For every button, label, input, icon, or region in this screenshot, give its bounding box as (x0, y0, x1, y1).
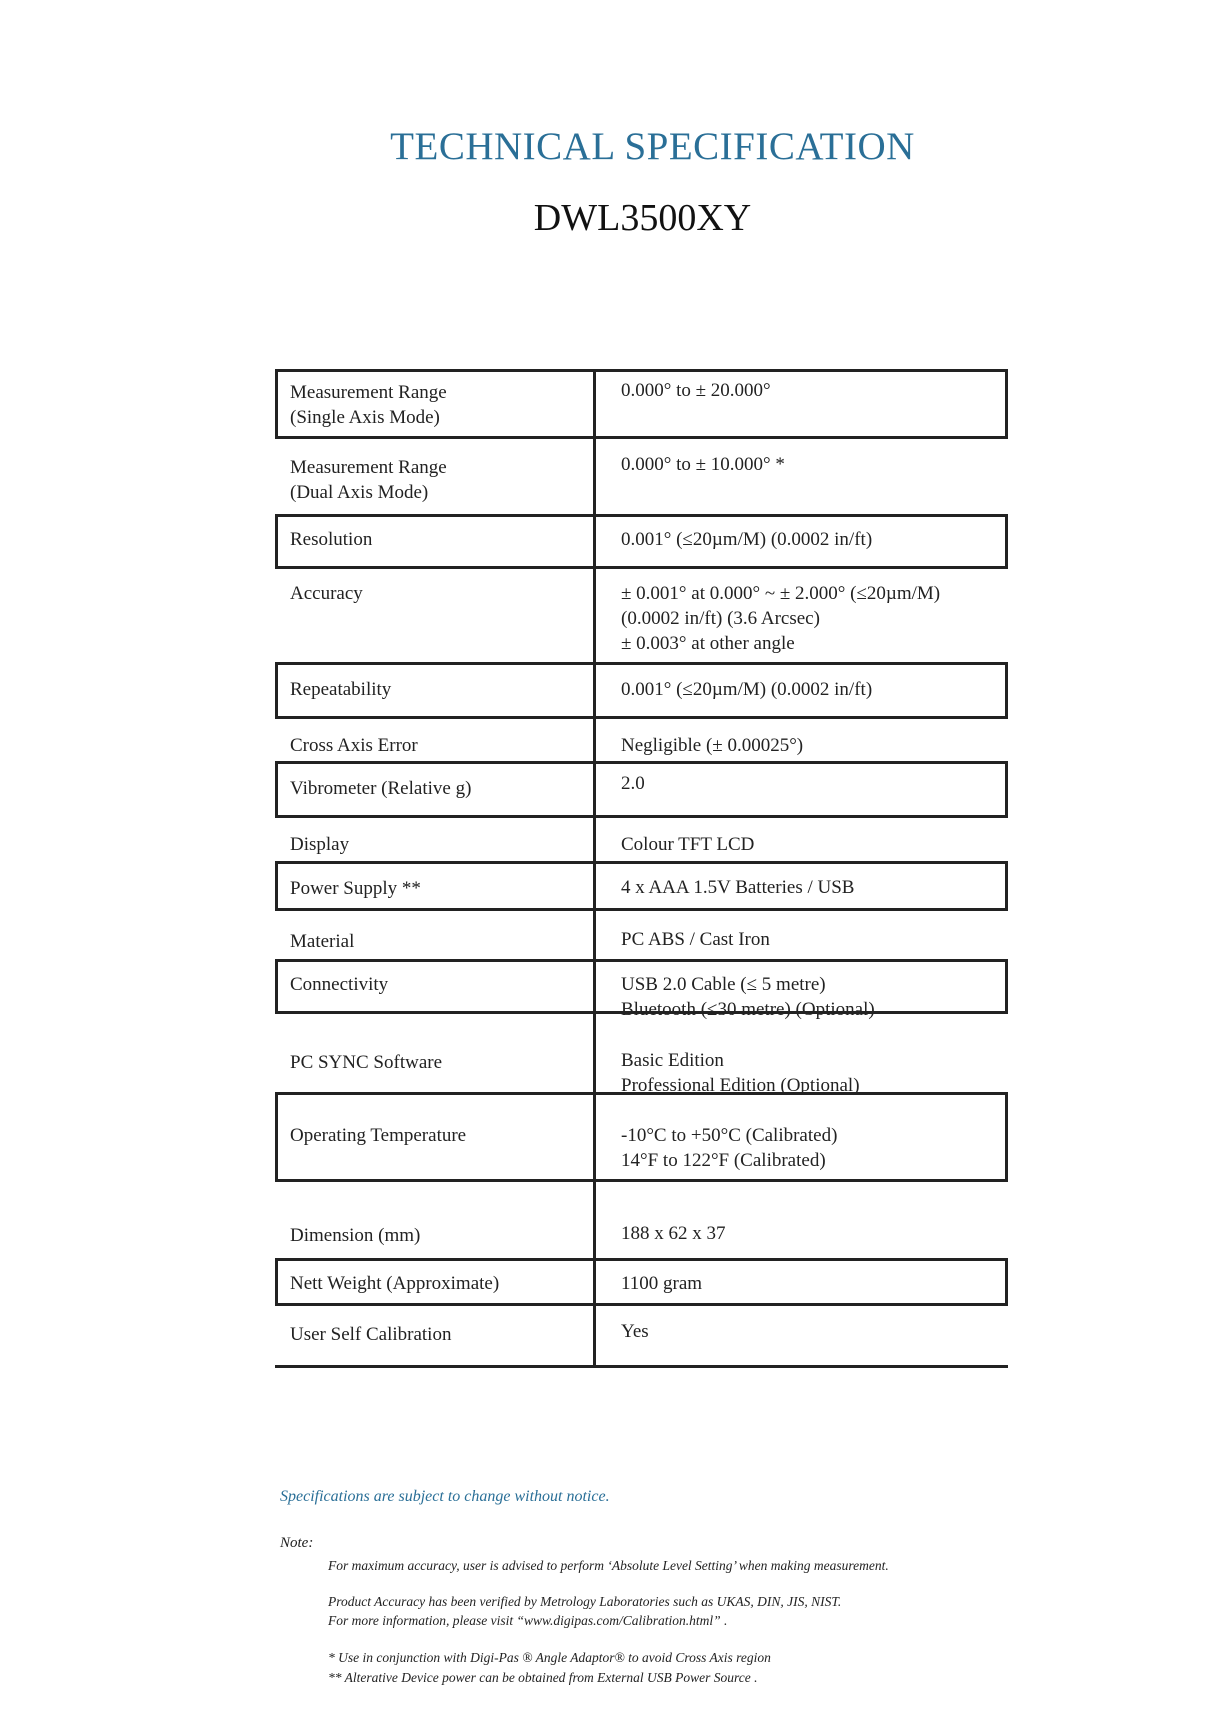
spec-value (621, 1319, 649, 1344)
spec-label-line: Material (290, 931, 355, 952)
specification-table (275, 369, 1008, 1368)
spec-row (275, 369, 1008, 439)
spec-value-line: 4 x AAA 1.5V Batteries / USB (621, 877, 855, 898)
spec-label-line: PC SYNC Software (290, 1052, 443, 1073)
spec-label (290, 776, 471, 801)
spec-value (621, 771, 645, 796)
spec-row (275, 911, 1008, 961)
spec-value (621, 378, 771, 403)
spec-value (621, 1123, 837, 1173)
spec-value-line: Bluetooth (≤30 metre) (Optional) (621, 999, 875, 1020)
spec-value-line: 188 x 62 x 37 (621, 1223, 726, 1244)
spec-value-line: 2.0 (621, 773, 645, 794)
spec-value-line: 0.001° (≤20µm/M) (0.0002 in/ft) (621, 529, 873, 550)
spec-label (290, 581, 363, 606)
spec-label-line: Measurement Range (290, 457, 447, 478)
spec-label-line: Nett Weight (Approximate) (290, 1273, 500, 1294)
spec-label (290, 677, 391, 702)
spec-value-line: Professional Edition (Optional) (621, 1075, 860, 1096)
spec-value-line: 0.000° to ± 20.000° (621, 380, 771, 401)
note-line: ** Alterative Device power can be obtained from External USB Power Source . (328, 1670, 758, 1685)
spec-label (290, 1322, 451, 1347)
spec-row (275, 569, 1008, 669)
spec-value-line: 1100 gram (621, 1273, 703, 1294)
spec-label (290, 876, 421, 901)
spec-value-line: PC ABS / Cast Iron (621, 929, 770, 950)
spec-label-line: Operating Temperature (290, 1125, 467, 1146)
spec-label (290, 455, 447, 505)
spec-label-line: Display (290, 834, 350, 855)
spec-label-line: (Single Axis Mode) (290, 407, 440, 428)
spec-row (275, 1258, 1008, 1306)
spec-row (275, 662, 1008, 719)
spec-label (290, 380, 447, 430)
spec-label-line: Repeatability (290, 679, 392, 700)
spec-value (621, 733, 803, 758)
page-title: TECHNICAL SPECIFICATION (390, 125, 915, 168)
spec-label (290, 929, 354, 954)
spec-label-line: Measurement Range (290, 382, 447, 403)
spec-row (275, 761, 1008, 818)
spec-row (275, 1182, 1008, 1260)
spec-row (275, 861, 1008, 911)
spec-label-line: Connectivity (290, 974, 389, 995)
note-line: Product Accuracy has been verified by Metrology Laboratories such as UKAS, DIN, JIS, NIST. (328, 1594, 842, 1609)
note-line: For maximum accuracy, user is advised to perform ‘Absolute Level Setting’ when making measurement. (328, 1558, 889, 1573)
spec-row (275, 959, 1008, 1020)
spec-value-line: Yes (621, 1321, 649, 1342)
spec-row (275, 1092, 1008, 1182)
spec-value-line: -10°C to +50°C (Calibrated) (621, 1125, 838, 1146)
note-line: * Use in conjunction with Digi-Pas ® Angle Adaptor® to avoid Cross Axis region (328, 1650, 771, 1665)
change-notice: Specifications are subject to change without notice. (280, 1488, 610, 1505)
spec-label-line: (Dual Axis Mode) (290, 482, 429, 503)
spec-value (621, 677, 872, 702)
spec-label-line: User Self Calibration (290, 1324, 452, 1345)
spec-value-line: (0.0002 in/ft) (3.6 Arcsec) (621, 608, 820, 629)
spec-label (290, 972, 388, 997)
spec-value (621, 452, 785, 477)
spec-value (621, 527, 872, 552)
spec-value-line: USB 2.0 Cable (≤ 5 metre) (621, 974, 826, 995)
spec-value (621, 927, 770, 952)
spec-value (621, 875, 854, 900)
spec-label-line: Cross Axis Error (290, 735, 418, 756)
spec-value (621, 832, 754, 857)
spec-label (290, 733, 418, 758)
spec-label (290, 832, 349, 857)
spec-label-line: Power Supply ** (290, 878, 421, 899)
spec-label (290, 1123, 466, 1148)
model-name: DWL3500XY (533, 197, 752, 239)
spec-value (621, 1271, 702, 1296)
spec-label (290, 527, 372, 552)
note-label: Note: (280, 1535, 314, 1551)
spec-value-line: Basic Edition (621, 1050, 724, 1071)
spec-value-line: Colour TFT LCD (621, 834, 755, 855)
spec-value-line: 0.000° to ± 10.000° * (621, 454, 785, 475)
spec-label (290, 1271, 499, 1296)
spec-value-line: ± 0.001° at 0.000° ~ ± 2.000° (≤20µm/M) (621, 583, 941, 604)
note-line: For more information, please visit “www.digipas.com/Calibration.html” . (328, 1613, 728, 1628)
spec-label-line: Resolution (290, 529, 373, 550)
spec-value-line: ± 0.003° at other angle (621, 633, 795, 654)
column-divider (593, 369, 596, 1365)
spec-label (290, 1223, 420, 1248)
spec-label-line: Accuracy (290, 583, 363, 604)
spec-value-line: 0.001° (≤20µm/M) (0.0002 in/ft) (621, 679, 873, 700)
spec-label-line: Dimension (mm) (290, 1225, 421, 1246)
spec-value-line: 14°F to 122°F (Calibrated) (621, 1150, 826, 1171)
spec-label-line: Vibrometer (Relative g) (290, 778, 472, 799)
spec-value-line: Negligible (± 0.00025°) (621, 735, 804, 756)
spec-label (290, 1050, 442, 1075)
spec-row (275, 439, 1008, 521)
spec-value (621, 1221, 726, 1246)
spec-row (275, 514, 1008, 569)
spec-value (621, 581, 940, 656)
spec-row (275, 1306, 1008, 1365)
spec-value (621, 1048, 860, 1098)
spec-row (275, 1014, 1008, 1096)
